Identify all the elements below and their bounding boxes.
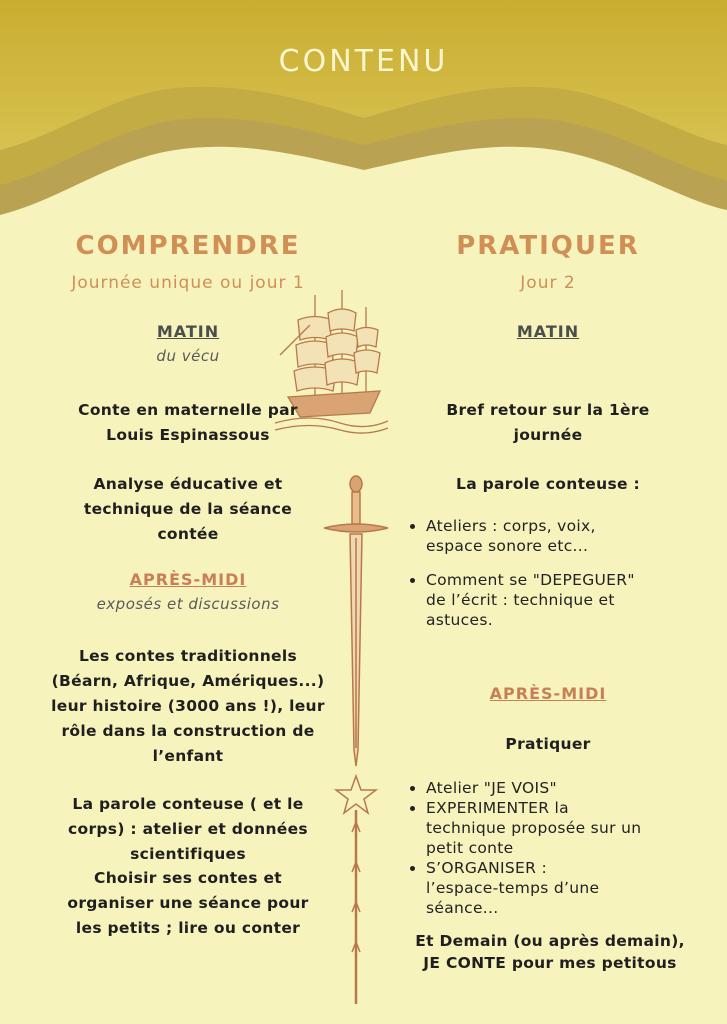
text-line: de l’écrit : technique et xyxy=(426,591,615,609)
right-morning-heading: MATIN xyxy=(516,322,580,341)
right-column-subtitle: Jour 2 xyxy=(520,273,576,293)
left-afternoon-section xyxy=(20,570,356,613)
text-line: • S’ORGANISER : xyxy=(426,859,547,877)
text-line: Conte en maternelle par xyxy=(78,401,298,419)
text-line: petit conte xyxy=(426,839,514,857)
list-item xyxy=(426,798,726,858)
text-line: corps) : atelier et données xyxy=(68,820,308,838)
text-line: Les contes traditionnels xyxy=(78,647,298,665)
left-afternoon-note: exposés et discussions xyxy=(96,595,280,613)
text-line: Analyse éducative et xyxy=(93,475,283,493)
list-item xyxy=(426,778,726,798)
text-line: JE CONTE pour mes petitous xyxy=(423,954,677,972)
text-line: leur histoire (3000 ans !), leur xyxy=(51,697,325,715)
text-line: Bref retour sur la 1ère xyxy=(446,401,650,419)
left-morning-note: du vécu xyxy=(156,347,220,365)
list-item xyxy=(426,570,726,630)
left-afternoon-heading: APRÈS-MIDI xyxy=(129,570,247,589)
right-afternoon-label: Pratiquer xyxy=(505,735,591,753)
text-line: espace sonore etc... xyxy=(426,537,589,555)
text-line: • Comment se "DEPEGUER" xyxy=(426,571,635,589)
right-column-title: PRATIQUER xyxy=(456,231,640,261)
text-line: rôle dans la construction de xyxy=(61,722,315,740)
left-column xyxy=(20,228,356,296)
right-afternoon-list xyxy=(396,778,726,918)
left-morning-heading: MATIN xyxy=(156,322,220,341)
text-line: séance... xyxy=(426,899,499,917)
right-closing xyxy=(390,930,710,974)
left-column-title: COMPRENDRE xyxy=(75,231,301,261)
text-line: astuces. xyxy=(426,611,493,629)
right-morning-intro xyxy=(390,398,706,448)
right-afternoon-heading: APRÈS-MIDI xyxy=(489,684,607,703)
left-afternoon-paragraph-2 xyxy=(20,792,356,867)
text-line: • Atelier "JE VOIS" xyxy=(426,779,557,797)
right-morning-list xyxy=(396,516,726,630)
text-line: contée xyxy=(157,525,219,543)
text-line: scientifiques xyxy=(130,845,246,863)
text-line: journée xyxy=(513,426,583,444)
text-line: organiser une séance pour xyxy=(67,894,309,912)
text-line: l’espace-temps d’une xyxy=(426,879,600,897)
list-item xyxy=(426,858,726,918)
text-line: Louis Espinassous xyxy=(106,426,270,444)
text-line: (Béarn, Afrique, Amériques...) xyxy=(51,672,325,690)
right-morning-section xyxy=(390,322,706,341)
text-line: • Ateliers : corps, voix, xyxy=(426,517,596,535)
left-morning-paragraph-2 xyxy=(20,472,356,547)
left-afternoon-paragraph-3 xyxy=(20,866,356,941)
text-line: technique proposée sur un xyxy=(426,819,642,837)
right-afternoon-section xyxy=(390,684,706,703)
text-line: La parole conteuse ( et le xyxy=(72,795,304,813)
right-column xyxy=(390,228,706,296)
text-line: Et Demain (ou après demain), xyxy=(415,932,685,950)
list-item xyxy=(426,516,726,556)
left-afternoon-paragraph-1 xyxy=(20,644,356,769)
left-morning-section xyxy=(20,322,356,365)
text-line: Choisir ses contes et xyxy=(94,869,282,887)
header-wave-banner xyxy=(0,0,727,215)
page-title: CONTENU xyxy=(278,44,449,79)
text-line: technique de la séance xyxy=(83,500,293,518)
text-line: l’enfant xyxy=(152,747,224,765)
left-morning-paragraph-1 xyxy=(20,398,356,448)
right-morning-label: La parole conteuse : xyxy=(456,475,640,493)
left-column-subtitle: Journée unique ou jour 1 xyxy=(71,273,305,293)
text-line: • EXPERIMENTER la xyxy=(426,799,569,817)
text-line: les petits ; lire ou conter xyxy=(75,919,301,937)
